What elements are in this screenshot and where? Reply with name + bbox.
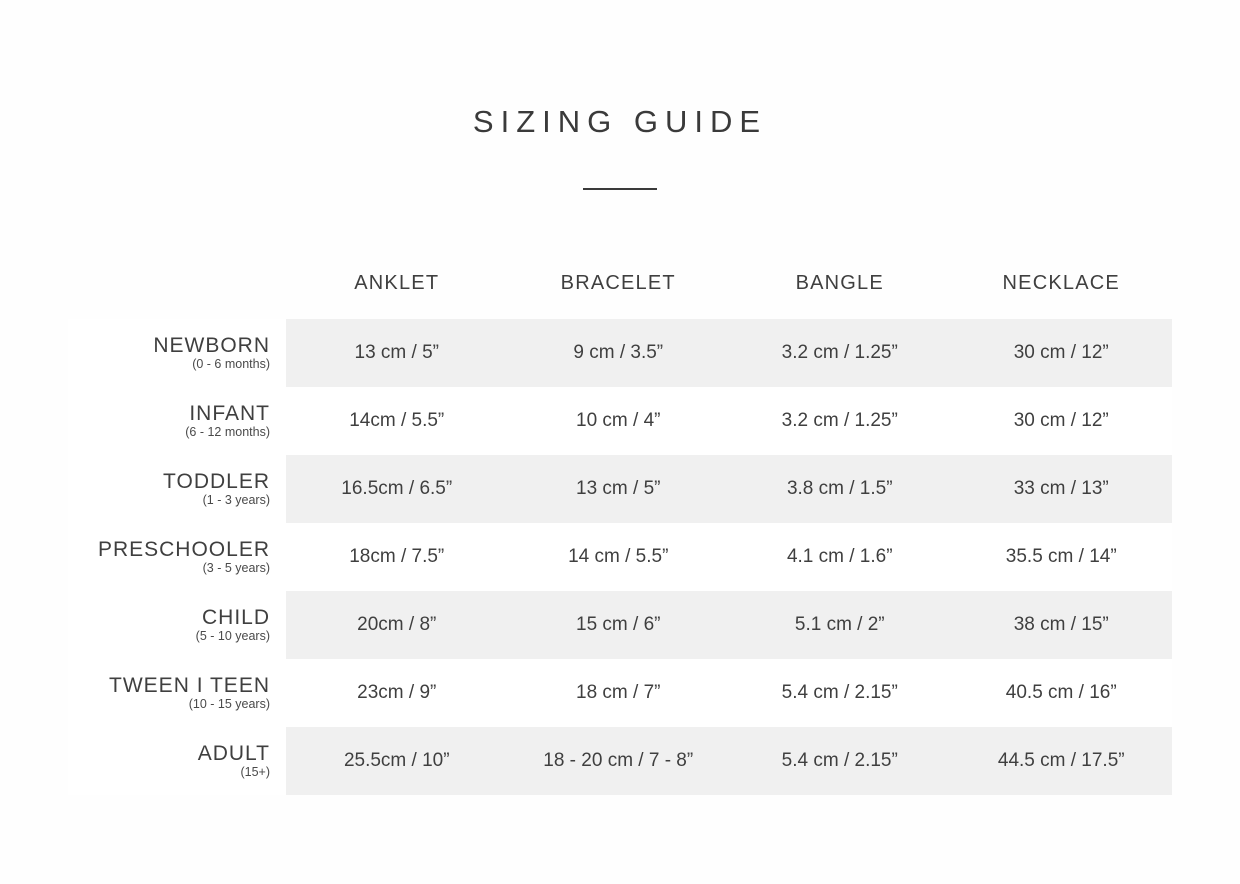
row-label-child: [68, 591, 286, 659]
cell-anklet: [286, 591, 508, 659]
cell-bracelet: [508, 523, 730, 591]
cell-bangle: [729, 523, 951, 591]
table-row: [68, 591, 1172, 659]
table-row: [68, 387, 1172, 455]
cell-value: 4.1 cm / 1.6”: [786, 546, 893, 567]
sizing-table: [68, 272, 1172, 795]
row-label-tween-teen: [68, 659, 286, 727]
row-label-age: (1 - 3 years): [202, 492, 270, 507]
cell-bracelet: [508, 455, 730, 523]
cell-bracelet: [508, 591, 730, 659]
cell-value: 33 cm / 13”: [1013, 478, 1109, 499]
cell-bracelet: [508, 727, 730, 795]
cell-bangle: [729, 659, 951, 727]
cell-value: 18cm / 7.5”: [349, 546, 445, 567]
cell-anklet: [286, 659, 508, 727]
row-label-infant: [68, 387, 286, 455]
cell-necklace: [951, 591, 1173, 659]
sizing-table-wrapper: [0, 272, 1240, 795]
row-label-age: (0 - 6 months): [192, 356, 270, 371]
cell-value: 14 cm / 5.5”: [568, 546, 669, 567]
cell-value: 40.5 cm / 16”: [1005, 682, 1117, 703]
cell-bangle: [729, 591, 951, 659]
row-label-age: (10 - 15 years): [188, 696, 270, 711]
row-label-name: ADULT: [197, 741, 270, 765]
cell-necklace: [951, 387, 1173, 455]
cell-value: 35.5 cm / 14”: [1005, 546, 1117, 567]
cell-anklet: [286, 523, 508, 591]
row-label-name: PRESCHOOLER: [97, 537, 270, 561]
table-row: [68, 319, 1172, 387]
cell-bracelet: [508, 319, 730, 387]
cell-value: 20cm / 8”: [357, 614, 437, 635]
row-label-name: INFANT: [189, 401, 270, 425]
row-label-preschooler: [68, 523, 286, 591]
cell-value: 3.8 cm / 1.5”: [786, 478, 893, 499]
table-header: [68, 272, 1172, 319]
cell-anklet: [286, 387, 508, 455]
column-header-anklet: ANKLET: [354, 272, 440, 294]
cell-necklace: [951, 523, 1173, 591]
row-label-age: (3 - 5 years): [202, 560, 270, 575]
title-block: [0, 0, 1240, 190]
row-label-name: NEWBORN: [153, 333, 270, 357]
cell-anklet: [286, 319, 508, 387]
row-label-adult: [68, 727, 286, 795]
page-title: SIZING GUIDE: [472, 104, 768, 139]
cell-bangle: [729, 319, 951, 387]
cell-bracelet: [508, 387, 730, 455]
cell-value: 38 cm / 15”: [1013, 614, 1109, 635]
cell-anklet: [286, 727, 508, 795]
table-body: [68, 319, 1172, 795]
column-header-bracelet: BRACELET: [560, 272, 676, 294]
cell-necklace: [951, 319, 1173, 387]
column-header-necklace: NECKLACE: [1002, 272, 1120, 294]
cell-bracelet: [508, 659, 730, 727]
cell-value: 16.5cm / 6.5”: [341, 478, 453, 499]
cell-value: 10 cm / 4”: [576, 410, 661, 431]
cell-value: 14cm / 5.5”: [349, 410, 445, 431]
cell-value: 3.2 cm / 1.25”: [781, 410, 898, 431]
table-row: [68, 523, 1172, 591]
cell-necklace: [951, 455, 1173, 523]
row-label-newborn: [68, 319, 286, 387]
cell-value: 13 cm / 5”: [576, 478, 661, 499]
cell-necklace: [951, 659, 1173, 727]
cell-value: 9 cm / 3.5”: [573, 342, 664, 363]
row-label-age: (15+): [240, 764, 270, 779]
header-row: [68, 272, 1172, 319]
cell-value: 30 cm / 12”: [1013, 342, 1109, 363]
cell-necklace: [951, 727, 1173, 795]
cell-value: 44.5 cm / 17.5”: [997, 750, 1125, 771]
column-header-bangle: BANGLE: [795, 272, 884, 294]
cell-value: 13 cm / 5”: [354, 342, 439, 363]
cell-value: 25.5cm / 10”: [343, 750, 450, 771]
cell-value: 30 cm / 12”: [1013, 410, 1109, 431]
cell-value: 5.1 cm / 2”: [794, 614, 885, 635]
cell-value: 3.2 cm / 1.25”: [781, 342, 898, 363]
row-label-age: (6 - 12 months): [185, 424, 270, 439]
cell-bangle: [729, 455, 951, 523]
cell-value: 5.4 cm / 2.15”: [781, 682, 898, 703]
cell-value: 23cm / 9”: [357, 682, 437, 703]
title-divider: [583, 188, 657, 190]
cell-value: 5.4 cm / 2.15”: [781, 750, 898, 771]
header-corner: [68, 272, 286, 319]
row-label-name: TWEEN I TEEN: [109, 673, 270, 697]
cell-value: 18 cm / 7”: [576, 682, 661, 703]
cell-value: 15 cm / 6”: [576, 614, 661, 635]
cell-bangle: [729, 387, 951, 455]
cell-value: 18 - 20 cm / 7 - 8”: [543, 750, 694, 771]
row-label-name: TODDLER: [163, 469, 270, 493]
cell-bangle: [729, 727, 951, 795]
table-row: [68, 455, 1172, 523]
table-row: [68, 659, 1172, 727]
table-row: [68, 727, 1172, 795]
row-label-age: (5 - 10 years): [195, 628, 270, 643]
row-label-toddler: [68, 455, 286, 523]
cell-anklet: [286, 455, 508, 523]
row-label-name: CHILD: [201, 605, 270, 629]
